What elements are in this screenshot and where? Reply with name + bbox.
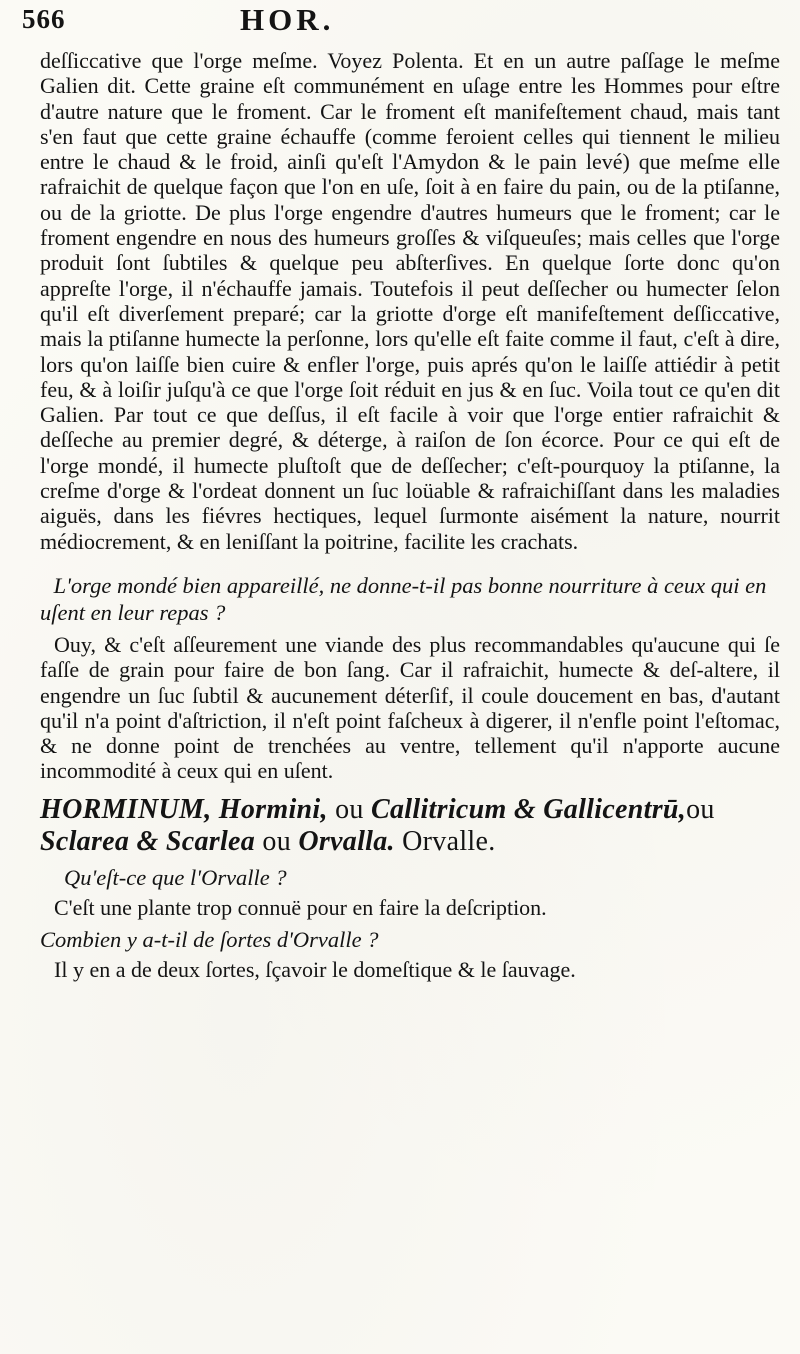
heading-mid: Callitricum & Gallicentrū,: [371, 793, 687, 825]
running-head: HOR.: [240, 2, 335, 37]
heading-last: Orvalla.: [298, 825, 395, 857]
heading-ou-3: ou: [262, 825, 292, 857]
main-text: [40, 48, 780, 982]
heading-ou-1: ou: [335, 793, 364, 825]
entry-heading-horminum: [40, 794, 780, 858]
page-number: 566: [22, 4, 66, 34]
question-sortes-orvalle: Combien y a-t-il de ſortes d'Orvalle ?: [40, 927, 379, 953]
heading-end: Sclarea & Scarlea: [40, 825, 256, 857]
heading-main: HORMINUM, Hormini,: [40, 793, 328, 825]
question-orvalle: Qu'eſt-ce que l'Orvalle ?: [64, 864, 287, 890]
paragraph-answer-orge-monde: Ouy, & c'eſt aſſeurement une viande des plus recommandables qu'aucune qui ſe faſſe de grain pour faire de bon ſang. Car il rafraichit, humecte & deſ-altere, il engendre un ſuc ſubtil & aucunement déterſif, il coule doucement en bas, d'autant qu'il n'a point d'aſtriction, il n'eſt point faſcheux à digerer, il n'enfle point l'eſtomac, & ne donne point de trenchées au ventre, tellement qu'il n'apporte aucune incommodité à ceux qui en uſent.: [40, 631, 780, 784]
paragraph-sortes-orvalle: Il y en a de deux ſortes, ſçavoir le domeſtique & le ſauvage.: [54, 957, 576, 983]
question-orge-monde: L'orge mondé bien appareillé, ne donne-t-il pas bonne nourriture à ceux qui en uſent en leur repas ?: [40, 572, 767, 625]
heading-vernacular: Orvalle.: [402, 825, 496, 857]
paragraph-orge-galien: deſſiccative que l'orge meſme. Voyez Polenta. Et en un autre paſſage le meſme Galien dit. Cette graine eſt communément en uſage entre les Hommes pour eſtre d'autre nature que le froment. Car le froment eſt manifeſtement chaud, mais tant s'en faut que cette graine échauffe (comme feroient celles qui tiennent le milieu entre le chaud & le froid, ainſi qu'eſt l'Amydon & le pain levé) que meſme elle rafraichit de quelque façon que l'on en uſe, ſoit à en faire du pain, ou de la ptiſanne, ou de la griotte. De plus l'orge engendre d'autres humeurs que le froment; car le froment engendre en nous des humeurs groſſes & viſqueuſes; mais celles que l'orge produit ſont ſubtiles & quelque peu abſterſives. En quelque ſorte donc qu'on appreſte l'orge, il n'échauffe jamais. Toutefois il peut deſſecher ou humecter ſelon qu'il eſt diverſement preparé; car la griotte d'orge eſt manifeſtement deſſiccative, mais la ptiſanne humecte la perſonne, lors qu'elle eſt faite comme il faut, c'eſt à dire, lors qu'on laiſſe bien cuire & enfler l'orge, puis aprés qu'on le laiſſe attiédir à petit feu, & à loiſir juſqu'à ce que l'orge ſoit réduit en jus & en ſuc. Voila tout ce qu'en dit Galien. Par tout ce que deſſus, il eſt facile à voir que l'orge entier rafraichit & deſſeche au premier degré, & déterge, à raiſon de ſon écorce. Pour ce qui eſt de l'orge mondé, il humecte pluſtoſt que de deſſecher; c'eſt-pourquoy la ptiſanne, la creſme d'orge & l'ordeat donnent un ſuc loüable & rafraichiſſant dans les maladies aiguës, dans les fiévres hectiques, lequel ſurmonte aisément la nature, nourrit médiocrement, & en leniſſant la poitrine, facilite les crachats.: [40, 48, 780, 554]
paragraph-orvalle-description: C'eſt une plante trop connuë pour en faire la deſcription.: [54, 894, 547, 920]
heading-ou-2: ou: [686, 793, 715, 825]
